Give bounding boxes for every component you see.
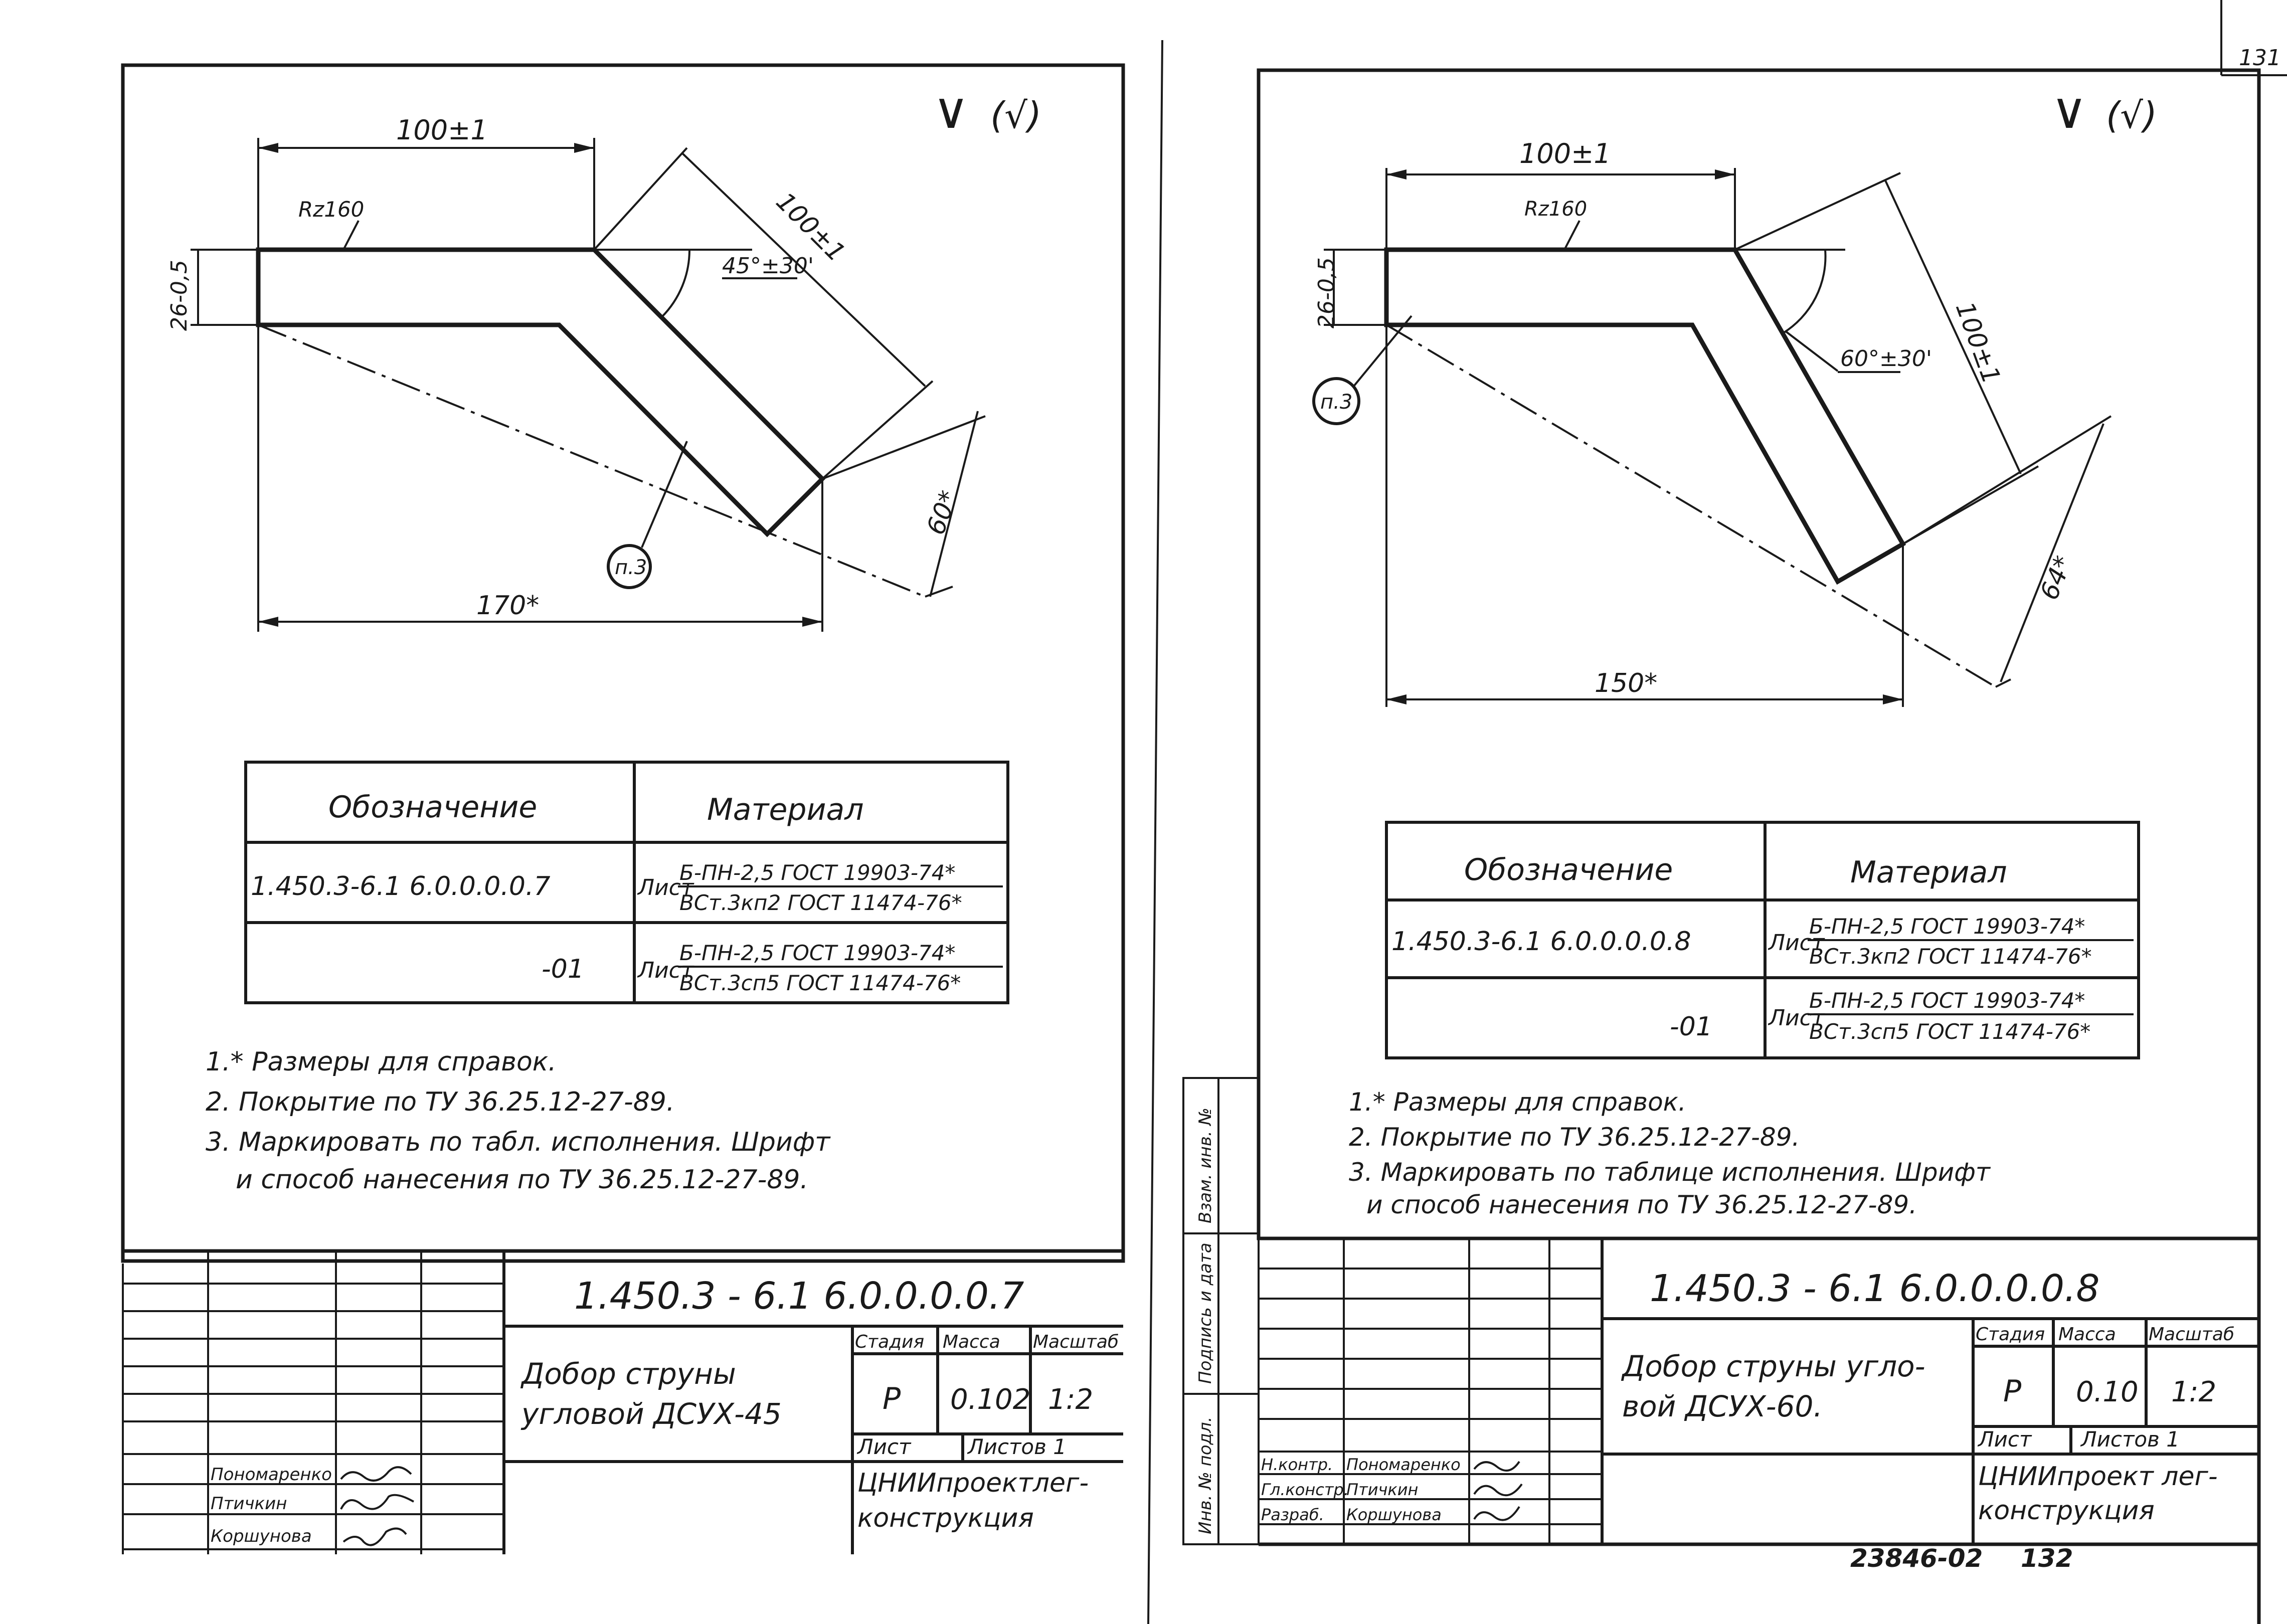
sheets-1-notes-1: 2. Покрытие по ТУ 36.25.12-27-89. [1349,1123,1800,1152]
sheets-1-dims-top: 100±1 [1519,138,1611,169]
sheets-1-dims-height: 26-0,5 [1314,257,1339,328]
roughness-paren-2: (√) [2106,94,2158,136]
sheets-0-dims-perp: 60* [921,486,964,539]
sheets-1-title_block-org_line1: ЦНИИпроект лег- [1978,1462,2218,1492]
sheets-1-title_block-sheets_label: Листов 1 [2081,1427,2180,1452]
sheets-1-title_block-stage: Р [2003,1374,2022,1409]
sheets-0-dims-bottom: 170* [476,591,540,621]
dim-height [166,250,258,331]
dim-top-2 [1386,138,1735,250]
roughness-mark: ∨ [933,81,970,140]
side-label-2: Подпись и дата [1195,1242,1215,1384]
org-1: ЦНИИпроектлег- [857,1468,1089,1498]
scale-value: 1:2 [1048,1383,1094,1416]
sheets-0-dims-diag: 100±1 [770,187,851,268]
note-3: 3. Маркировать по табл. исполнения. Шрифт [206,1127,830,1157]
mass-value: 0.102 [950,1383,1031,1416]
sheet-1-frame [123,65,1123,1261]
sheets-1-title_block-people-0-role: Н.контр. [1261,1455,1333,1474]
sheets-1-table-rows-1-code: -01 [1670,1012,1712,1042]
sheets-1-table-rows-1-prefix: Лист [1769,1005,1825,1031]
sheets-1-title_block-sheet_label: Лист [1978,1427,2032,1452]
signature-2 [341,1495,414,1509]
side-stamp [1183,1078,1259,1544]
sheets-1-title_block-people-0-name: Пономаренко [1346,1455,1461,1474]
sheets-1-table-headers-0: Обозначение [1464,852,1673,887]
sheets-1-title_block-mass_label: Масса [2058,1324,2116,1345]
sheets-1-dims-diag: 100±1 [1950,298,2007,388]
title-block-2 [1259,1238,2259,1544]
notes [206,1047,831,1195]
stage-value: Р [883,1381,901,1416]
sheets-1-title_block-scale_label: Масштаб [2149,1324,2235,1345]
center-line-2 [1386,325,1996,687]
dim-diagonal [594,148,933,479]
signature-2a [1474,1462,1519,1471]
scan-fold-line [1148,40,1162,1624]
person-1: Пономаренко [211,1465,332,1485]
designation: 1.450.3 - 6.1 6.0.0.0.0.7 [574,1275,1024,1318]
sheets-0-dims-top: 100±1 [396,114,488,146]
footer-page: 132 [2021,1544,2073,1573]
sheets-1-dims-rough: Rz160 [1524,198,1588,221]
sheets-1-title_block-stage_label: Стадия [1976,1324,2045,1345]
sheets-1-table-rows-0-prefix: Лист [1769,930,1825,956]
sheets-1-title_block-designation: 1.450.3 - 6.1 6.0.0.0.0.8 [1650,1267,2100,1310]
dim-perp [822,411,985,597]
sheets-0-dims-callout: п.3 [615,556,647,579]
sheets-1-table-rows-0-code: 1.450.3-6.1 6.0.0.0.0.8 [1391,927,1691,957]
sheet-label: Лист [857,1434,911,1459]
sheets-label: Листов 1 [968,1434,1067,1459]
sheets-1-notes-0: 1.* Размеры для справок. [1349,1088,1686,1117]
sheets-1-dims-perp: 64* [2034,552,2078,604]
dim-bottom-2 [1386,325,1903,707]
stage-label: Стадия [855,1332,925,1352]
signature-2b [1474,1484,1522,1495]
sheets-0-dims-rough: Rz160 [298,197,365,222]
person-3: Коршунова [211,1526,312,1546]
table-header-designation: Обозначение [328,790,538,825]
roughness-paren: (√) [990,94,1042,136]
table-header-material: Материал [707,792,864,827]
sheet-1 [123,65,1123,1554]
sheets-1-notes-3: и способ нанесения по ТУ 36.25.12-27-89. [1366,1190,1917,1219]
center-line [258,325,925,597]
row2-code: -01 [542,954,584,984]
row2-mat1: Б-ПН-2,5 ГОСТ 19903-74* [679,941,956,965]
row2-prefix: Лист [638,958,694,983]
sheets-1-table-rows-1-mat2: ВСт.3сп5 ГОСТ 11474-76* [1809,1019,2091,1044]
callout-p3 [608,441,687,588]
material-table [246,762,1008,1003]
sheets-1-dims-bottom: 150* [1595,668,1658,698]
mass-label: Масса [943,1332,1000,1352]
part-outline-2 [1386,250,1903,582]
sheets-1-title_block-org_line2: конструкция [1978,1496,2155,1526]
row1-prefix: Лист [638,875,694,900]
signature-3 [343,1529,406,1545]
dim-top [258,114,594,250]
org-2: конструкция [857,1503,1034,1533]
note-1: 1.* Размеры для справок. [206,1047,557,1077]
scale-label: Масштаб [1033,1332,1119,1352]
note-4: и способ нанесения по ТУ 36.25.12-27-89. [236,1165,809,1195]
sheets-1-title_block-people-1-name: Птичкин [1346,1480,1419,1499]
material-table-2 [1386,822,2139,1058]
sheets-1-table-headers-1: Материал [1850,855,2007,890]
sheets-1-title_block-people-2-name: Коршунова [1346,1505,1442,1524]
sheets-1-dims-callout: п.3 [1320,391,1353,414]
dim-perp-2 [1903,416,2111,687]
sheets-0-dims-height: 26-0,5 [166,260,192,331]
title-block [123,1251,1123,1554]
sheets-1-table-rows-0-mat1: Б-ПН-2,5 ГОСТ 19903-74* [1809,914,2085,939]
row1-code: 1.450.3-6.1 6.0.0.0.0.7 [251,871,551,901]
rz-callout-2 [1524,198,1587,250]
page-number: 131 [2239,45,2281,71]
sheet-2 [1183,70,2259,1624]
sheet-2-frame [1259,70,2259,1238]
sheets-1-notes-2: 3. Маркировать по таблице исполнения. Шрифт [1349,1158,1990,1187]
note-2: 2. Покрытие по ТУ 36.25.12-27-89. [206,1087,675,1117]
sheets-1-title_block-scale: 1:2 [2171,1376,2217,1408]
row1-mat2: ВСт.3кп2 ГОСТ 11474-76* [679,890,962,915]
dim-bottom [258,325,822,632]
sheets-0-dims-angle: 45°±30' [722,253,814,279]
sheets-1-title_block-name_line1: Добор струны угло- [1622,1349,1925,1383]
part-name-1: Добор струны [521,1357,736,1391]
footer-code: 23846-02 [1850,1544,1983,1573]
rz-callout [298,197,364,250]
sheets-1-title_block-people-2-role: Разраб. [1261,1505,1324,1524]
part-name-2: угловой ДСУХ-45 [521,1397,782,1431]
sheets-1-title_block-name_line2: вой ДСУХ-60. [1622,1389,1823,1423]
sheets-1-title_block-mass: 0.10 [2076,1376,2139,1408]
row2-mat2: ВСт.3сп5 ГОСТ 11474-76* [679,971,961,995]
sheets-1-dims-angle: 60°±30' [1840,346,1932,372]
signature-2c [1474,1507,1519,1520]
sheets-1-title_block-people-1-role: Гл.констр. [1261,1480,1349,1499]
signature-1 [341,1467,411,1481]
sheets-1-table-rows-1-mat1: Б-ПН-2,5 ГОСТ 19903-74* [1809,988,2085,1013]
notes-2 [1349,1088,1991,1219]
roughness-mark-2: ∨ [2051,81,2088,140]
person-2: Птичкин [211,1494,287,1514]
side-label-1: Инв. № подл. [1195,1416,1215,1534]
sheets-1-table-rows-0-mat2: ВСт.3кп2 ГОСТ 11474-76* [1809,944,2092,969]
dim-height-2 [1314,250,1386,328]
part-outline [258,250,822,534]
row1-mat1: Б-ПН-2,5 ГОСТ 19903-74* [679,860,956,885]
side-label-3: Взам. инв. № [1195,1108,1215,1223]
dim-angle-2 [1735,250,1932,372]
